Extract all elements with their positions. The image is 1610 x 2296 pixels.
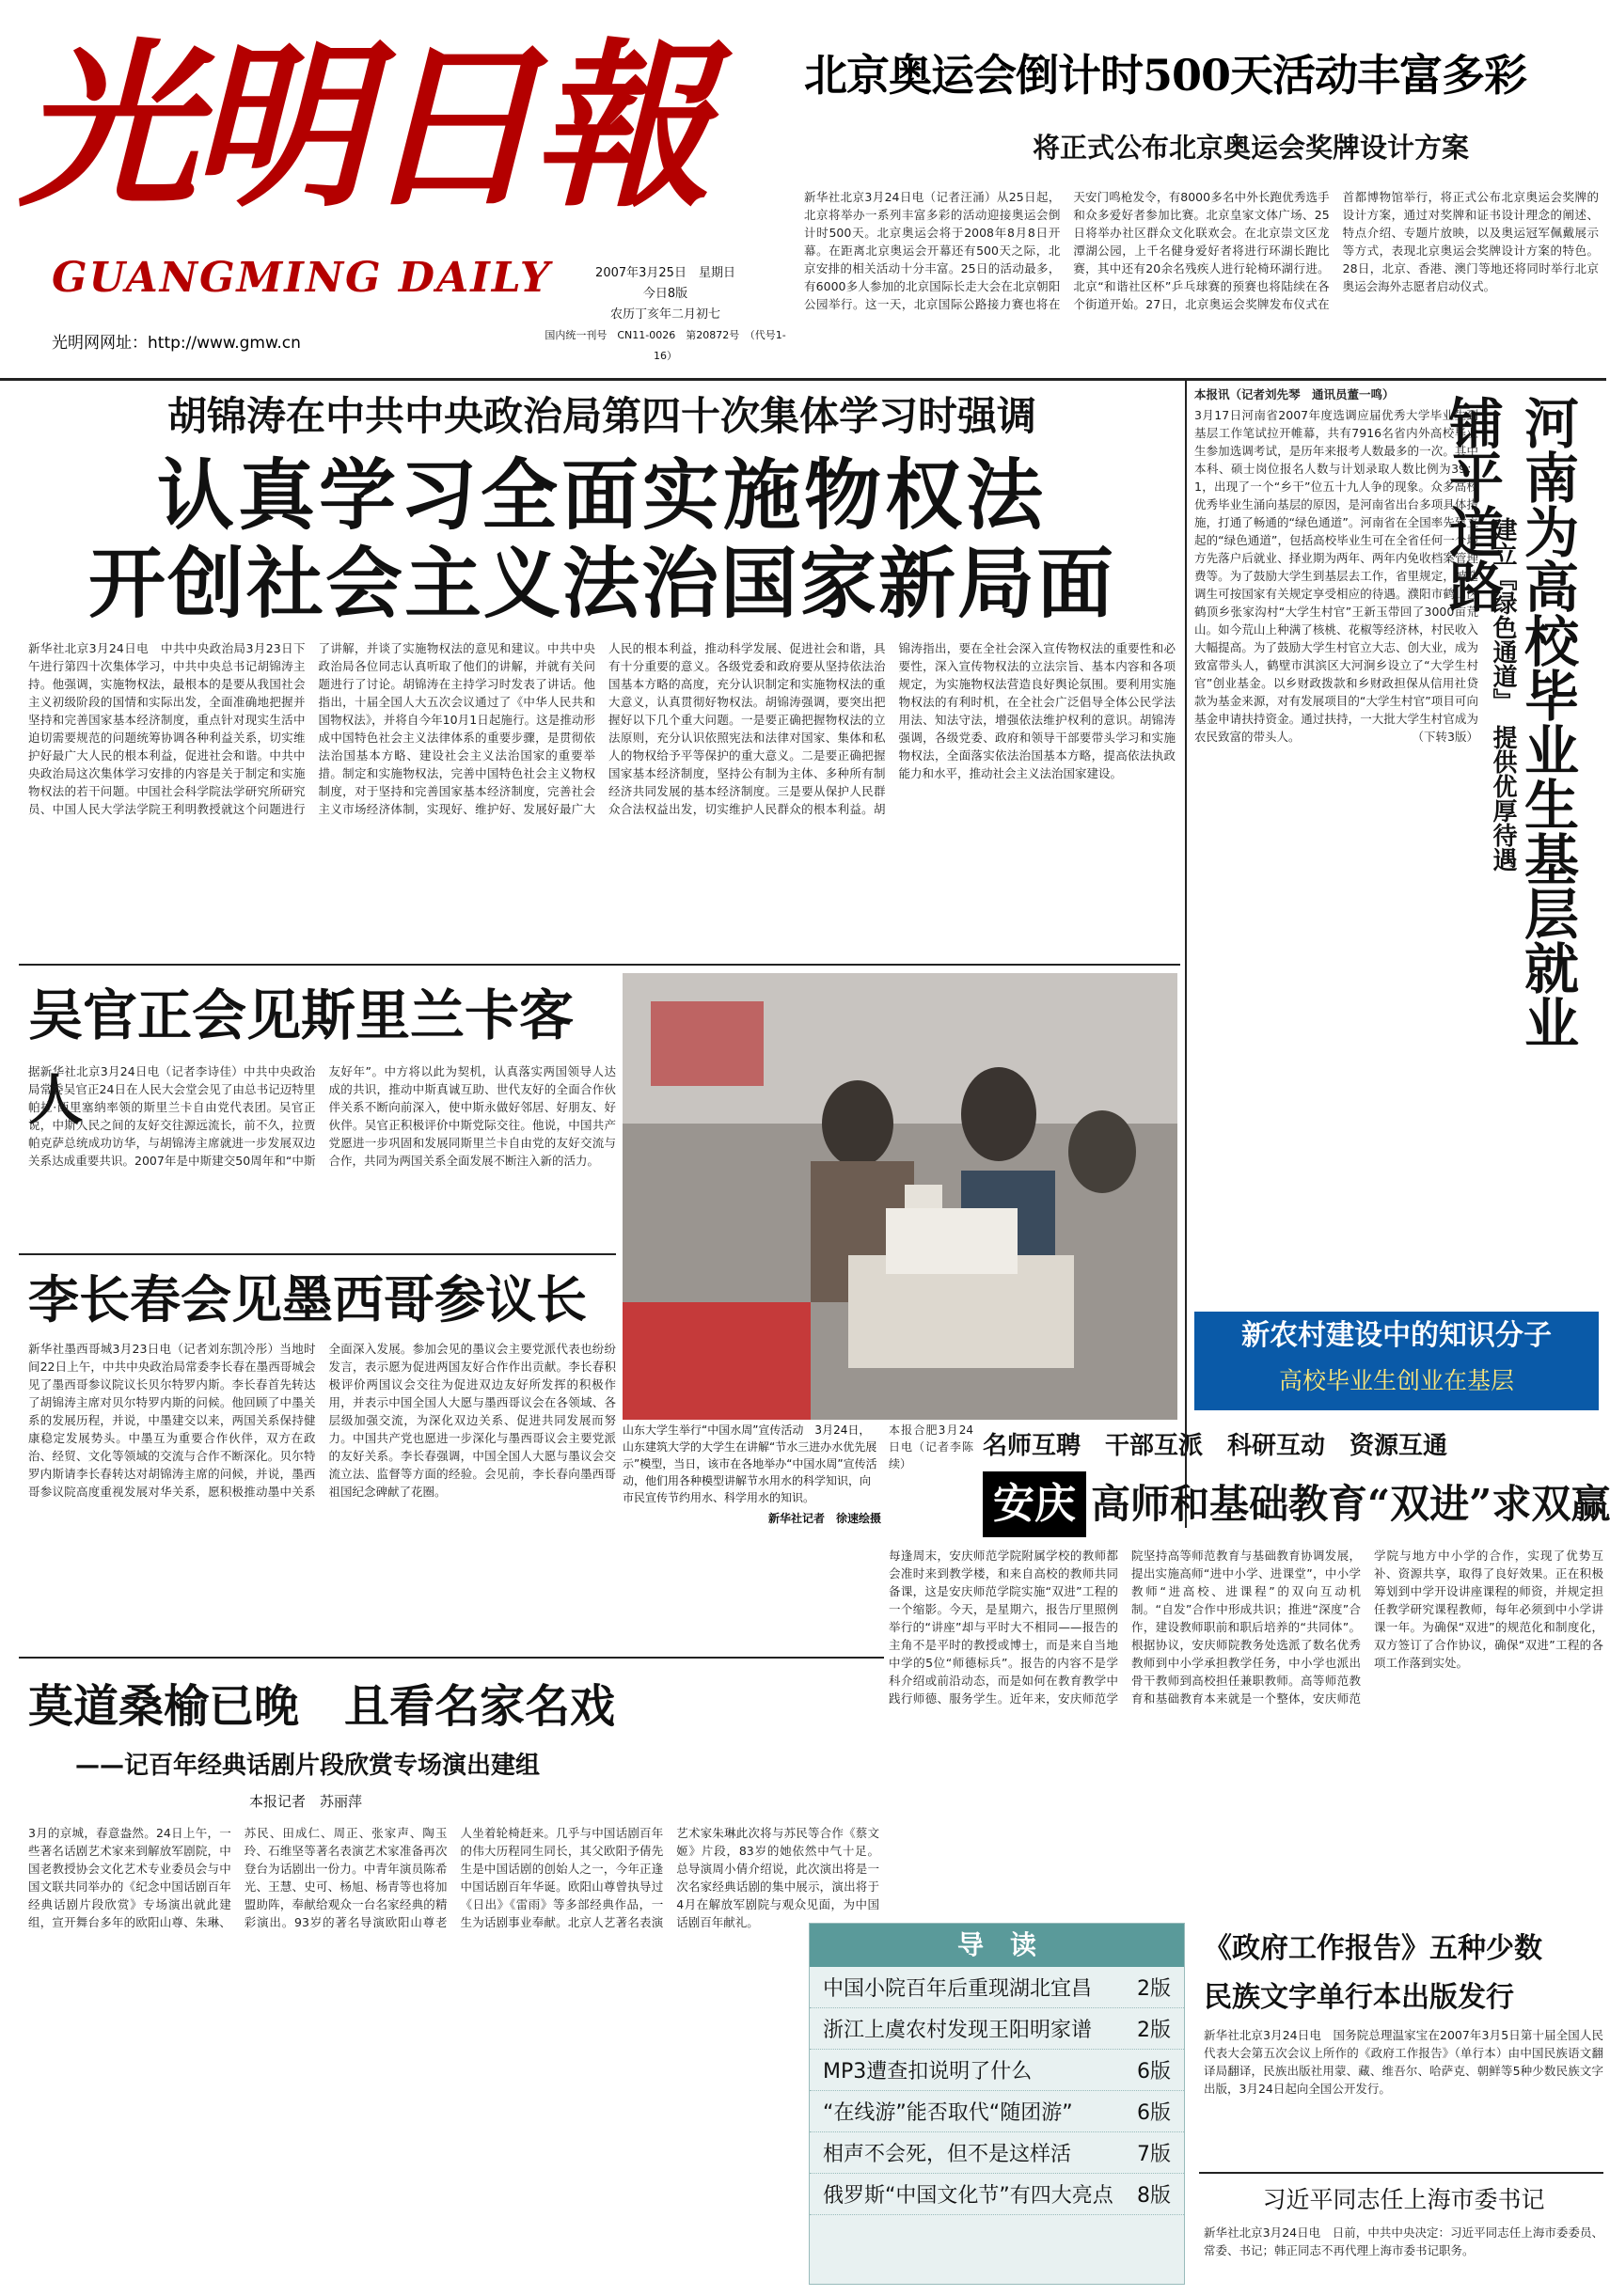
olympic-subhead: 将正式公布北京奥运会奖牌设计方案	[1032, 132, 1469, 164]
toc-box	[809, 1923, 1185, 2285]
anqing-title: 高师和基础教育“双进”求双赢	[1091, 1481, 1610, 1527]
photo-caption-text: 山东大学生举行“中国水周”宣传活动 3月24日，山东建筑大学的大学生在讲解“节水三进办水优先展示”模型，当日，该市在各地举办“中国水周”宣传活动，他们用各种模型讲解节水用水的科学知识，向市民宣传节约用水、科学用水的知识。	[623, 1423, 877, 1504]
drama-body: 3月的京城，春意盎然。24日上午，一些著名话剧艺术家来到解放军剧院，中国老教授协会文化艺术专业委员会与中国文联共同举办的《纪念中国话剧百年经典话剧片段欣赏》专场演出就此建组，宣开舞台多年的欧阳山尊、朱琳、苏民、田成仁、周正、张家声、陶玉玲、石维坚等著名表演艺术家准备再次登台为话剧出一份力。中青年演员陈希光、王慧、史可、杨旭、杨青等也将加盟助阵，奉献给观众一台名家经典的精彩演出。93岁的著名导演欧阳山尊老人坐着轮椅赶来。几乎与中国话剧百年的伟大历程同生同长，其父欧阳予倩先生是中国话剧的创始人之一，今年正逢中国话剧百年华诞。欧阳山尊曾执导过《日出》《雷雨》等多部经典作品，一生为话剧事业奉献。北京人艺著名表演艺术家朱琳此次将与苏民等合作《蔡文姬》片段，83岁的她依然中气十足。总导演周小倩介绍说，此次演出将是一次名家经典话剧的集中展示，演出将于4月在解放军剧院与观众见面，为中国话剧百年献礼。	[28, 1826, 879, 1929]
masthead	[0, 0, 795, 376]
lead-title-2: 开创社会主义法治国家新局面	[87, 540, 1115, 629]
masthead-english: GUANGMING DAILY	[52, 254, 552, 302]
henan-banner-subtitle: 高校毕业生创业在基层	[1278, 1367, 1514, 1394]
toc-item-page: 6版	[1137, 2101, 1171, 2125]
report-rule	[1199, 2172, 1603, 2174]
toc-item[interactable]	[810, 2008, 1184, 2050]
toc-item[interactable]	[810, 2174, 1184, 2215]
lead-kicker: 胡锦涛在中共中央政治局第四十次集体学习时强调	[166, 393, 1036, 439]
anqing-kicker: 名师互聘 干部互派 科研互动 资源互通	[983, 1432, 1448, 1460]
henan-banner	[1194, 1312, 1599, 1410]
toc-item-text: 中国小院百年后重现湖北宜昌	[823, 1977, 1093, 2001]
wuguanzheng-body: 据新华社北京3月24日电（记者李诗佳）中共中央政治局常委吴官正24日在人民大会堂会见了由总书记迈特里帕拉·西里塞纳率领的斯里兰卡自由党代表团。吴官正说，中斯人民之间的友好交往源远流长，前不久，拉贾帕克萨总统成功访华，与胡锦涛主席就进一步发展双边关系达成重要共识。2007年是中斯建交50周年和“中斯友好年”。中方将以此为契机，认真落实两国领导人达成的共识，推动中斯真诚互助、世代友好的全面合作伙伴关系不断向前深入，使中斯永做好邻居、好朋友、好伙伴。吴官正积极评价中斯党际交往。他说，中国共产党愿进一步巩固和发展同斯里兰卡自由党的友好交流与合作，共同为两国关系全面发展不断注入新的活力。	[28, 1064, 616, 1168]
toc-item-page: 2版	[1137, 2019, 1171, 2042]
henan-body-text: 3月17日河南省2007年度选调应届优秀大学毕业生到基层工作笔试拉开帷幕，共有7916名省内外高校毕业生参加选调考试，是历年来报考人数最多的一次。其中本科、硕士岗位报名人数与计划录取人数比例为39：1，出现了一个“乡干”位五十九人争的现象。众多高校优秀毕业生涌向基层的原因，是河南省出台多项具体措施，打通了畅通的“绿色通道”。河南省在全国率先建立起的“绿色通道”，包括高校毕业生可在全省任何一个地方先落户后就业、择业期为两年、两年内免收档案管理费等。为了鼓励大学生到基层去工作，省里规定，被选调生可按国家有关规定享受相应的待遇。濮阳市鹤山区鹤顶乡张家沟村“大学生村官”王新玉带回了3000亩荒山。如今荒山上种满了核桃、花椒等经济林，村民收入大幅提高。为了鼓励大学生村官立大志、创大业，成为致富带头人，鹤壁市淇滨区大河涧乡设立了“大学生村官”创业基金。以乡财政拨款和乡财政担保从信用社贷款为基金来源，对有发展项目的“大学生村官”项目可向基金申请扶持资金。通过扶持，一大批大学生村官成为农民致富的带头人。	[1194, 408, 1478, 744]
masthead-rule	[0, 378, 1606, 381]
toc-item-text: 浙江上虞农村发现王阳明家谱	[823, 2019, 1093, 2042]
masthead-info-box	[541, 263, 790, 371]
masthead-website[interactable]: 光明网网址：http://www.gmw.cn	[52, 334, 301, 353]
toc-item[interactable]	[810, 2132, 1184, 2174]
toc-item-text: “在线游”能否取代“随团游”	[823, 2101, 1073, 2125]
olympic-headline: 北京奥运会倒计时500天活动丰富多彩	[804, 50, 1527, 101]
olympic-body: 新华社北京3月24日电（记者汪涌）从25日起，北京将举办一系列丰富多彩的活动迎接奥运会倒计时500天。北京奥运会将于2008年8月8日开幕。在距离北京奥运会开幕还有500天之际，北京安排的相关活动十分丰富。25日的活动最多，有6000多人参加的北京国际长走大会在北京朝阳公园举行。这一天，北京国际公路接力赛也将在天安门鸣枪发令，有8000多名中外长跑优秀选手和众多爱好者参加比赛。北京皇家文体广场、25日将举办社区群众文化联欢会。在北京崇文区龙潭湖公园，上千名健身爱好者将进行环湖长跑比赛，其中还有20余名残疾人进行轮椅环湖行进。北京“和谐社区杯”乒乓球赛的预赛也将陆续在各个街道开始。27日，北京奥运会奖牌发布仪式在首都博物馆举行，将正式公布北京奥运会奖牌的设计方案，通过对奖牌和证书设计理念的阐述、特点介绍、专题片放映，以及奥运冠军佩戴展示等方式，表现北京奥运会奖牌设计方案的特色。28日，北京、香港、澳门等地还将同时举行北京奥运会海外志愿者启动仪式。	[804, 190, 1599, 311]
page-count: 今日8版	[642, 287, 688, 301]
report-body: 新华社北京3月24日电 国务院总理温家宝在2007年3月5日第十届全国人民代表大会第五次会议上所作的《政府工作报告》（单行本）由中国民族语文翻译局翻译，民族出版社用蒙、藏、维吾尔、哈萨克、朝鲜等5种少数民族文字出版，3月24日起向全国公开发行。	[1204, 2028, 1603, 2096]
mid-rule	[19, 1657, 884, 1659]
toc-item[interactable]	[810, 2050, 1184, 2091]
drama-byline: 本报记者 苏丽萍	[249, 1793, 363, 1810]
henan-subtitle: 建立『绿色通道』 提供优厚待遇	[1489, 517, 1517, 872]
right-column-rule	[1185, 381, 1187, 1528]
lead-rule	[19, 964, 1180, 966]
wu-li-rule	[19, 1253, 616, 1255]
anqing-byline: 本报合肥3月24日电（记者李陈续）	[889, 1423, 973, 1470]
photo-image	[623, 973, 1177, 1420]
toc-item-text: 相声不会死，但不是这样活	[823, 2143, 1072, 2166]
henan-note: （下转3版）	[1412, 730, 1478, 744]
report-title-2: 民族文字单行本出版发行	[1204, 1981, 1514, 2014]
issue-number: 国内统一刊号 CN11-0026 第20872号 （代号1-16）	[545, 329, 786, 362]
photo-credit: 新华社记者 徐速绘摄	[767, 1512, 881, 1525]
toc-item-text: MP3遭查扣说明了什么	[823, 2060, 1033, 2084]
toc-list	[810, 1967, 1184, 2215]
issue-date: 2007年3月25日 星期日	[595, 266, 735, 280]
lead-body: 新华社北京3月24日电 中共中央政治局3月23日下午进行第四十次集体学习，中共中央总书记胡锦涛主持。他强调，实施物权法，最根本的是要从我国社会主义初级阶段的国情和实际出发，全面准确地把握并坚持和完善国家基本经济制度，重点针对现实生活中迫切需要规范的问题统筹协调各种利益关系，切实维护好最广大人民的根本利益，促进社会和谐。中共中央政治局这次集体学习安排的内容是关于制定和实施物权法的若干问题。中国社会科学院法学研究所研究员、中国人民大学法学院王利明教授就这个问题进行了讲解，并谈了实施物权法的意见和建议。中共中央政治局各位同志认真听取了他们的讲解，并就有关问题进行了讨论。胡锦涛在主持学习时发表了讲话。他指出，十届全国人大五次会议通过了《中华人民共和国物权法》，并将自今年10月1日起施行。这是推动形成中国特色社会主义法律体系的重要步骤，是贯彻依法治国基本方略、建设社会主义法治国家的重要举措。制定和实施物权法，完善中国特色社会主义物权制度，对于坚持和完善国家基本经济制度，完善社会主义市场经济体制，实现好、维护好、发展好最广大人民的根本利益，推动科学发展、促进社会和谐，具有十分重要的意义。各级党委和政府要从坚持依法治国基本方略的高度，充分认识制定和实施物权法的重大意义，认真贯彻好物权法。胡锦涛强调，要突出把握好以下几个重大问题。一是要正确把握物权法的立法原则，充分认识依照宪法和法律对国家、集体和私人的物权给予平等保护的重大意义。二是要正确把握国家基本经济制度，坚持公有制为主体、多种所有制经济共同发展的基本经济制度。三是要从保护人民群众合法权益出发，切实维护人民群众的根本利益。胡锦涛指出，要在全社会深入宣传物权法的重要性和必要性，深入宣传物权法的立法宗旨、基本内容和各项规定，为实施物权法营造良好舆论氛围。要利用实施物权法的有利时机，在全社会广泛倡导全体公民学法用法、知法守法，增强依法维护权利的意识。胡锦涛强调，各级党委、政府和领导干部要带头学习和实施物权法，全面落实依法治国基本方略，提高依法执政能力和水平，推动社会主义法治国家建设。	[28, 641, 1176, 816]
henan-banner-title: 新农村建设中的知识分子	[1241, 1319, 1552, 1352]
lead-title-1: 认真学习全面实施物权法	[156, 451, 1047, 541]
wuguanzheng-title: 吴官正会见斯里兰卡客人	[28, 983, 575, 1132]
drama-subtitle: ——记百年经典话剧片段欣赏专场演出建组	[75, 1752, 541, 1780]
report-title-1: 《政府工作报告》五种少数	[1204, 1932, 1542, 1965]
anqing-body: 每逢周末，安庆师范学院附属学校的教师都会准时来到教学楼，和来自高校的教师共同备课，这是安庆师范学院实施“双进”工程的一个缩影。今天，是星期六，报告厅里照例举行的“讲座”却与平时大不相同——报告的主角不是平时的教授或博士，而是来自当地中学的5位“师德标兵”。报告的内容不是学科介绍或前沿动态，而是如何在教育教学中践行师德、服务学生。近年来，安庆师范学院坚持高等师范教育与基础教育协调发展，提出实施高师“进中小学、进课堂”，中小学教师“进高校、进课程”的双向互动机制。“自发”合作中形成共识；推进“深度”合作，建设教师职前和职后培养的“共同体”。根据协议，安庆师院教务处选派了数名优秀教师到中小学承担教学任务，中小学也派出骨干教师到高校担任兼职教师。高等师范教育和基础教育本来就是一个整体，安庆师范学院与地方中小学的合作，实现了优势互补、资源共享，取得了良好效果。正在积极筹划到中学开设讲座课程的师资，并规定担任教学研究课程教师，每年必须到中小学讲课一年。为确保“双进”的规范化和制度化，双方签订了合作协议，确保“双进”工程的各项工作落到实处。	[889, 1549, 1603, 1706]
henan-byline: 本报讯（记者刘先琴 通讯员董一鸣）	[1194, 387, 1395, 401]
news-photo	[623, 973, 1177, 1420]
toc-title: 导 读	[810, 1924, 1184, 1967]
xijinping-title: 习近平同志任上海市委书记	[1262, 2186, 1545, 2213]
photo-caption	[623, 1422, 881, 1657]
drama-title: 莫道桑榆已晚 且看名家名戏	[28, 1680, 616, 1733]
lichangchun-title: 李长春会见墨西哥参议长	[28, 1270, 587, 1329]
toc-item-page: 2版	[1137, 1977, 1171, 2001]
lichangchun-body: 新华社墨西哥城3月23日电（记者刘东凯冷彤）当地时间22日上午，中共中央政治局常委李长春在墨西哥城会见了墨西哥参议院议长贝尔特罗内斯。李长春首先转达了胡锦涛主席对贝尔特罗内斯的问候。他回顾了中墨关系的发展历程，并说，中墨建交以来，两国关系保持健康稳定发展势头。中墨互为重要合作伙伴，双方在政治、经贸、文化等领域的交流与合作不断深化。贝尔特罗内斯请李长春转达对胡锦涛主席的问候，并说，墨西哥参议院高度重视发展对华关系，愿积极推动墨中关系全面深入发展。参加会见的墨议会主要党派代表也纷纷发言，表示愿为促进两国友好合作作出贡献。李长春积极评价两国议会交往为促进双边友好所发挥的积极作用，并表示中国全国人大愿与墨西哥议会在各领域、各层级加强交流，为深化双边关系、促进共同发展而努力。中国共产党也愿进一步深化与墨西哥议会主要党派的友好关系。李长春强调，中国全国人大愿与墨议会交流立法、监督等方面的经验。会见前，李长春向墨西哥祖国纪念碑献了花圈。	[28, 1342, 616, 1499]
toc-item[interactable]	[810, 1967, 1184, 2008]
toc-item-page: 6版	[1137, 2060, 1171, 2084]
toc-item[interactable]	[810, 2091, 1184, 2132]
xijinping-body: 新华社北京3月24日电 日前，中共中央决定：习近平同志任上海市委委员、常委、书记；韩正同志不再代理上海市委书记职务。	[1204, 2225, 1603, 2257]
masthead-title: 光明日報	[19, 22, 704, 231]
toc-item-page: 8版	[1137, 2184, 1171, 2208]
henan-title: 河南为高校毕业生基层就业铺平道路	[1440, 395, 1579, 1049]
anqing-place: 安庆	[983, 1471, 1086, 1537]
lunar-date: 农历丁亥年二月初七	[609, 307, 720, 322]
toc-item-text: 俄罗斯“中国文化节”有四大亮点	[823, 2184, 1113, 2208]
toc-item-page: 7版	[1137, 2143, 1171, 2166]
